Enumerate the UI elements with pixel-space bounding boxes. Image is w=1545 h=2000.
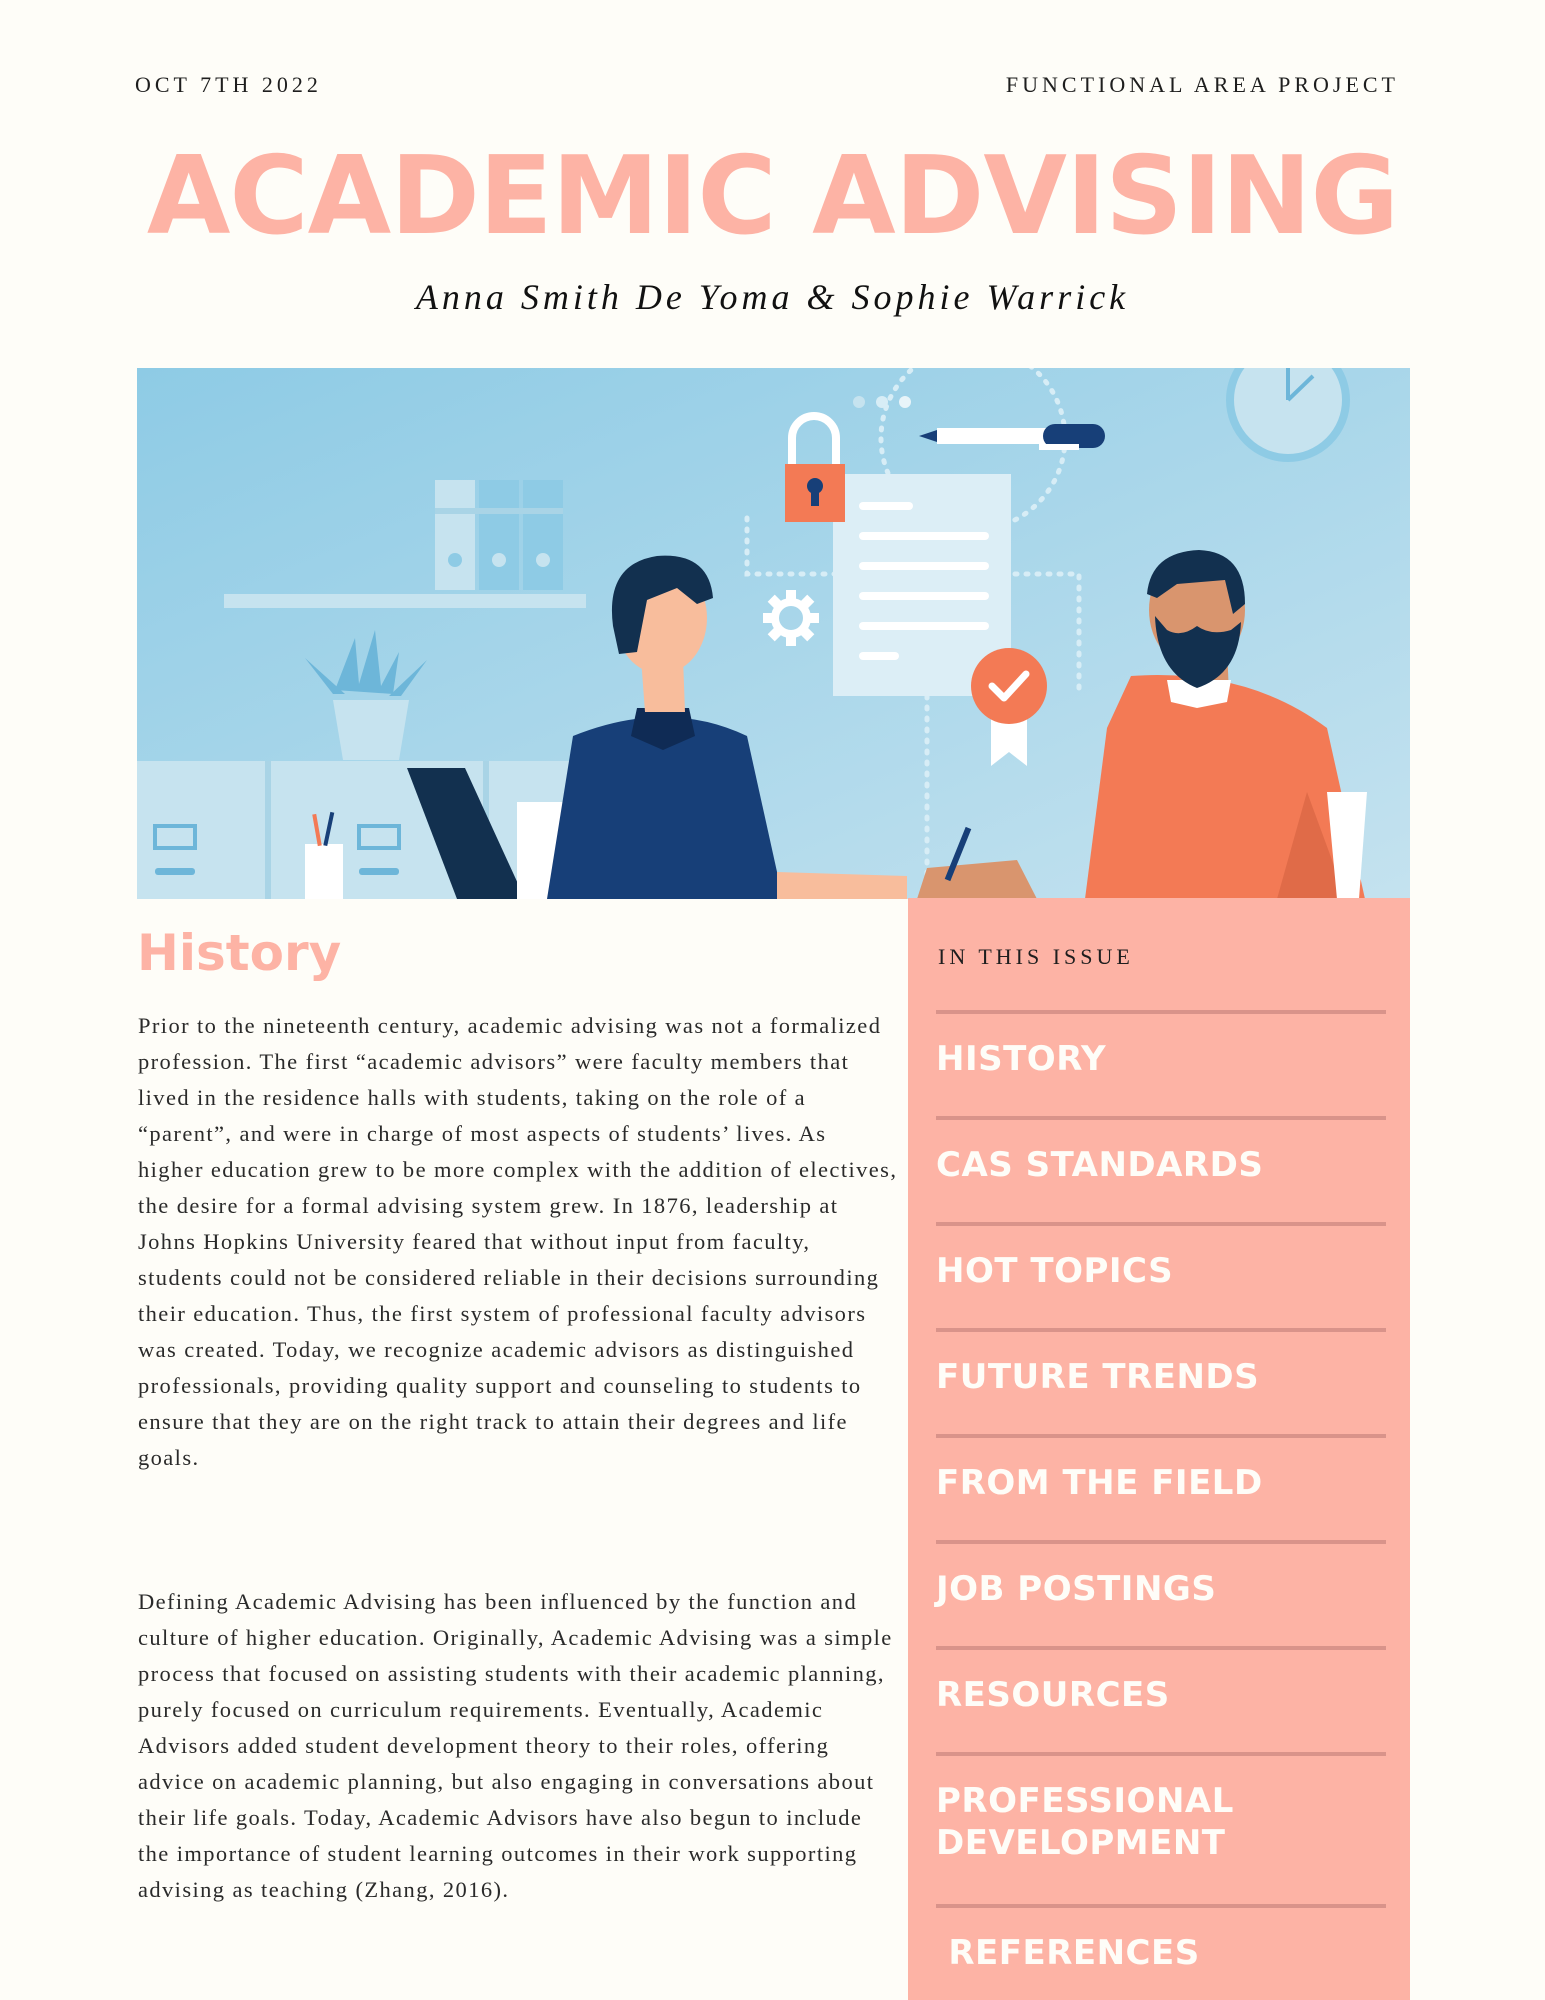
toc-item-label: FROM THE FIELD [936, 1463, 1263, 1503]
toc-item-label: RESOURCES [936, 1675, 1170, 1715]
toc-item-label: REFERENCES [936, 1933, 1200, 1973]
sidebar-label: IN THIS ISSUE [938, 944, 1134, 969]
toc-item-label: DEVELOPMENT [936, 1823, 1226, 1863]
clock-icon [1230, 368, 1346, 458]
in-this-issue-sidebar [908, 898, 1410, 2000]
page-title: ACADEMIC ADVISING [146, 134, 1399, 259]
binders [435, 480, 563, 590]
toc-item-history[interactable] [936, 1010, 1386, 1080]
issue-date: OCT 7TH 2022 [135, 72, 322, 97]
toc-item-resources[interactable] [936, 1646, 1386, 1716]
toc-item-label: HISTORY [936, 1039, 1107, 1079]
toc-item-label: PROFESSIONAL [936, 1781, 1234, 1821]
toc-item-hot-topics[interactable] [936, 1222, 1386, 1292]
toc-item-references[interactable] [936, 1904, 1386, 1974]
history-paragraph-2: Defining Academic Advising has been influenced by the function and culture of higher education. Originally, Academic Advising was a simple process that focused on assisting students with their academic planning, purely focused on curriculum requirements. Eventually, Academic Advisors added student development theory to their roles, offering advice on academic planning, but also engaging in conversations about their life goals. Today, Academic Advisors have also begun to include the importance of student learning outcomes in their work supporting advising as teaching (Zhang, 2016). [138, 1589, 893, 1902]
toc-item-from-the-field[interactable] [936, 1434, 1386, 1504]
toc-item-label: HOT TOPICS [936, 1251, 1174, 1291]
history-heading: History [137, 924, 342, 982]
authors-byline: Anna Smith De Yoma & Sophie Warrick [415, 277, 1130, 317]
toc-item-label: FUTURE TRENDS [936, 1357, 1260, 1397]
toc-item-cas-standards[interactable] [936, 1116, 1386, 1186]
hero-illustration [137, 368, 1410, 899]
toc-item-professional-development[interactable] [936, 1752, 1386, 1864]
project-label: FUNCTIONAL AREA PROJECT [1005, 72, 1399, 97]
toc-item-label: CAS STANDARDS [936, 1145, 1264, 1185]
toc-item-label: JOB POSTINGS [936, 1569, 1217, 1609]
history-paragraph-1: Prior to the nineteenth century, academic advising was not a formalized profession. The first “academic advisors” were faculty members that lived in the residence halls with students, taking on the role of a “parent”, and were in charge of most aspects of students’ lives. As higher education grew to be more complex with the addition of electives, the desire for a formal advising system grew. In 1876, leadership at Johns Hopkins University feared that without input from faculty, students could not be considered reliable in their decisions surrounding their education. Thus, the first system of professional faculty advisors was created. Today, we recognize academic advisors as distinguished professionals, providing quality support and counseling to students to ensure that they are on the right track to attain their degrees and life goals. [138, 1013, 898, 1470]
toc-item-future-trends[interactable] [936, 1328, 1386, 1398]
toc-item-job-postings[interactable] [936, 1540, 1386, 1610]
